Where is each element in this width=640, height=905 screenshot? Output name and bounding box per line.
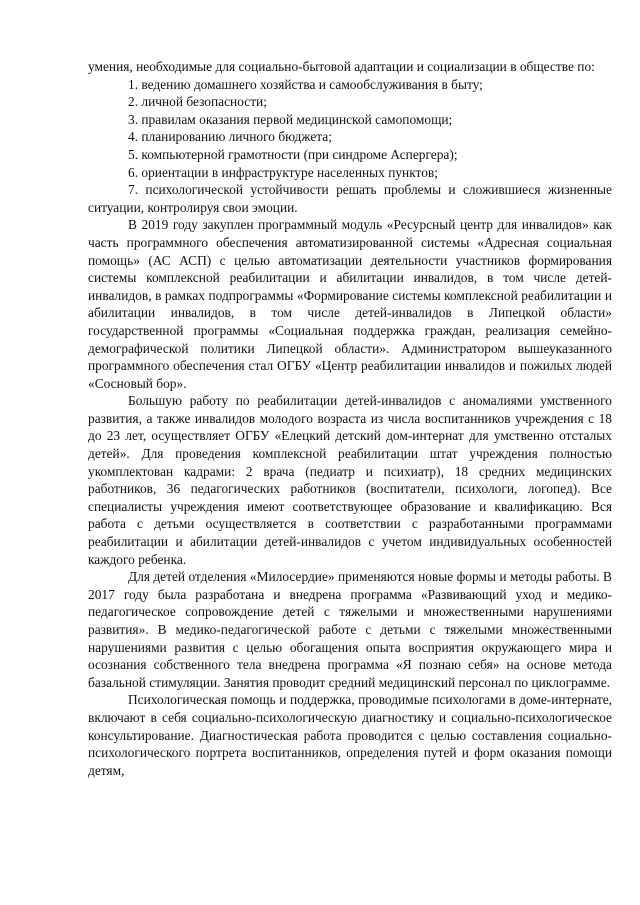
paragraph-software-module: В 2019 году закуплен программный модуль «Ресурсный центр для инвалидов» как часть программного обеспечения автоматизированной системы «Адресная социальная помощь» (АС АСП) с целью автоматизации деятельности участников формирования системы комплексной реабилитации и абилитации инвалидов, в том числе детей-инвалидов, в рамках подпрограммы «Формирование системы комплексной реабилитации и абилитации инвалидов, в том числе детей-инвалидов в Липецкой области» государственной программы «Социальная поддержка граждан, реализация семейно-демографической политики Липецкой области». Администратором вышеуказанного программного обеспечения стал ОГБУ «Центр реабилитации инвалидов и пожилых людей «Сосновый бор».: [88, 217, 612, 391]
list-item: 2. личной безопасности;: [128, 94, 267, 110]
list-item: 3. правилам оказания первой медицинской самопомощи;: [128, 111, 453, 127]
list-item: 6. ориентации в инфраструктуре населенных пунктов;: [128, 164, 438, 180]
list-item: 5. компьютерной грамотности (при синдроме Аспергера);: [128, 146, 458, 162]
skills-list: [88, 76, 612, 217]
intro-paragraph: умения, необходимые для социально-бытовой адаптации и социализации в обществе по:: [88, 59, 595, 74]
paragraph-mercy-department: Для детей отделения «Милосердие» применяются новые формы и методы работы. В 2017 году была разработана и внедрена программа «Развивающий уход и медико-педагогическое сопровождение детей с тяжелыми и множественными нарушениями развития». В медико-педагогической работе с детьми с тяжелыми множественными нарушениями развития с целью обогащения опыта восприятия окружающего мира и осознания собственного тела внедрена программа «Я познаю себя» на основе метода базальной стимуляции. Занятия проводит средний медицинский персонал по циклограмме.: [88, 569, 612, 690]
document-page: [88, 58, 612, 779]
paragraph-psychological-help: Психологическая помощь и поддержка, проводимые психологами в доме-интернате, включают в себя социально-психологическую диагностику и социально-психологическое консультирование. Диагностическая работа проводится с целью составления социально-психологического портрета воспитанников, определения путей и форм оказания помощи детям,: [88, 692, 612, 778]
list-item: 7. психологической устойчивости решать проблемы и сложившиеся жизненные ситуации, контролируя свои эмоции.: [88, 182, 612, 215]
list-item: 1. ведению домашнего хозяйства и самообслуживания в быту;: [128, 76, 483, 92]
paragraph-rehabilitation-work: Большую работу по реабилитации детей-инвалидов с аномалиями умственного развития, а также инвалидов молодого возраста из числа воспитанников учреждения с 18 до 23 лет, осуществляет ОГБУ «Елецкий детский дом-интернат для умственно отсталых детей». Для проведения комплексной реабилитации штат учреждения полностью укомплектован кадрами: 2 врача (педиатр и психиатр), 18 средних медицинских работников, 36 педагогических работников (воспитатели, психологи, логопед). Все специалисты учреждения имеют соответствующее образование и квалификацию. Вся работа с детьми осуществляется в соответствии с разработанными программами реабилитации и абилитации детей-инвалидов с учетом индивидуальных особенностей каждого ребенка.: [88, 393, 612, 567]
list-item: 4. планированию личного бюджета;: [128, 129, 332, 145]
